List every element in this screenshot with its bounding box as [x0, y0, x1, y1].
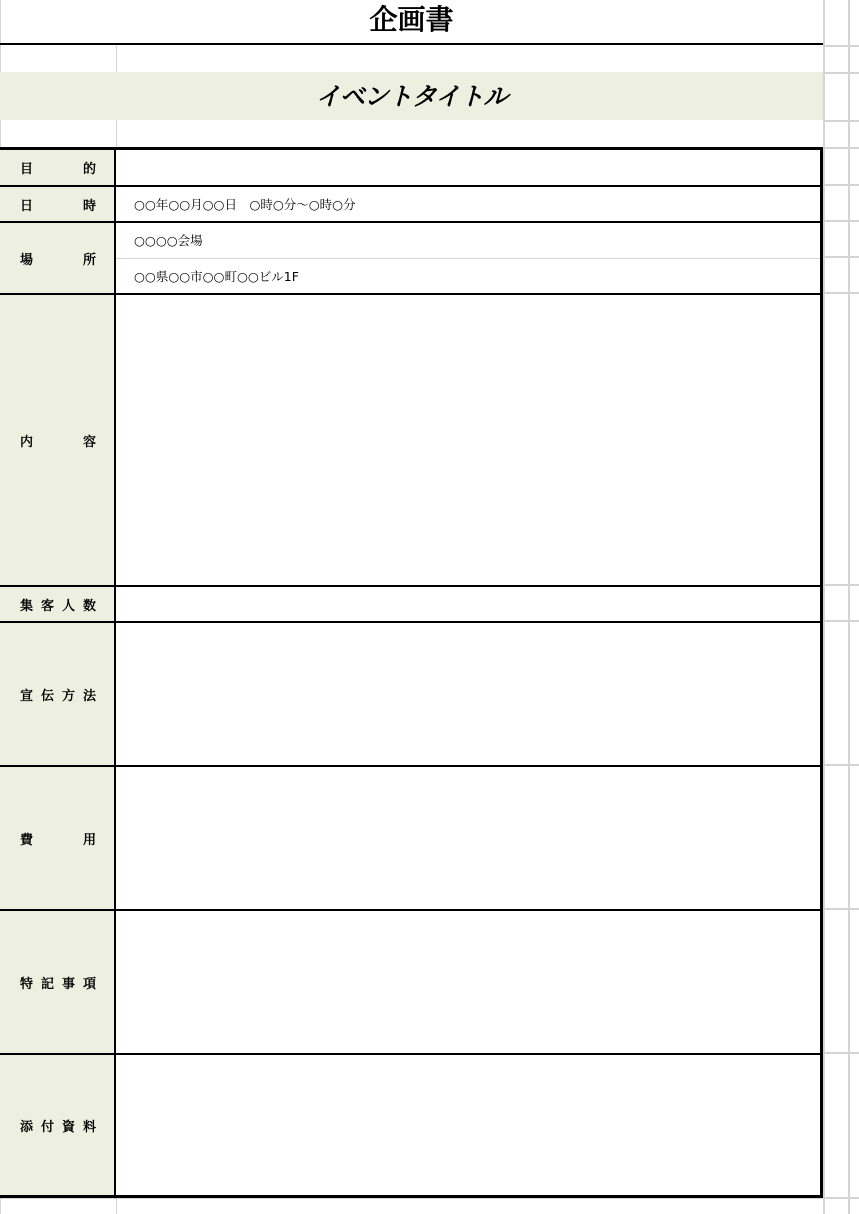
row-label: 内容: [20, 434, 96, 450]
gridline: [823, 908, 859, 910]
event-title: イベントタイトル: [0, 72, 823, 120]
table-row-purpose: [0, 150, 820, 187]
table-row-cost: [0, 767, 820, 911]
datetime-value[interactable]: ○○年○○月○○日 ○時○分～○時○分: [134, 197, 356, 212]
table-row-attendance: [0, 587, 820, 623]
row-label: 添付資料: [20, 1119, 96, 1135]
row-label: 集客人数: [20, 598, 96, 614]
gridline: [823, 72, 859, 74]
document-title: 企画書: [0, 0, 823, 45]
gridline: [848, 0, 850, 1214]
table-row-content: [0, 295, 820, 587]
table-row-location: [0, 223, 820, 295]
row-label: 特記事項: [20, 976, 96, 992]
row-label: 宣伝方法: [20, 688, 96, 704]
row-label: 費用: [20, 832, 96, 848]
gridline: [116, 1197, 117, 1214]
table-row-datetime: [0, 187, 820, 223]
table-row-promotion: [0, 623, 820, 767]
gridline: [823, 184, 859, 186]
gridline: [823, 0, 825, 1214]
plan-table: [0, 147, 823, 1198]
gridline: [823, 147, 859, 149]
venue-value[interactable]: ○○○○会場: [134, 233, 203, 248]
gridline: [823, 584, 859, 586]
gridline: [823, 292, 859, 294]
row-label: 場所: [20, 252, 96, 268]
gridline: [116, 45, 117, 72]
row-label: 目的: [20, 162, 96, 177]
gridline: [823, 620, 859, 622]
gridline: [823, 1052, 859, 1054]
gridline: [823, 120, 859, 122]
gridline: [823, 764, 859, 766]
table-row-attachments: [0, 1055, 820, 1195]
gridline: [823, 45, 859, 47]
table-row-notes: [0, 911, 820, 1055]
gridline: [823, 220, 859, 222]
gridline: [116, 120, 117, 147]
gridline: [823, 256, 859, 258]
row-label: 日時: [20, 198, 96, 214]
address-value[interactable]: ○○県○○市○○町○○ビル1F: [134, 269, 299, 284]
